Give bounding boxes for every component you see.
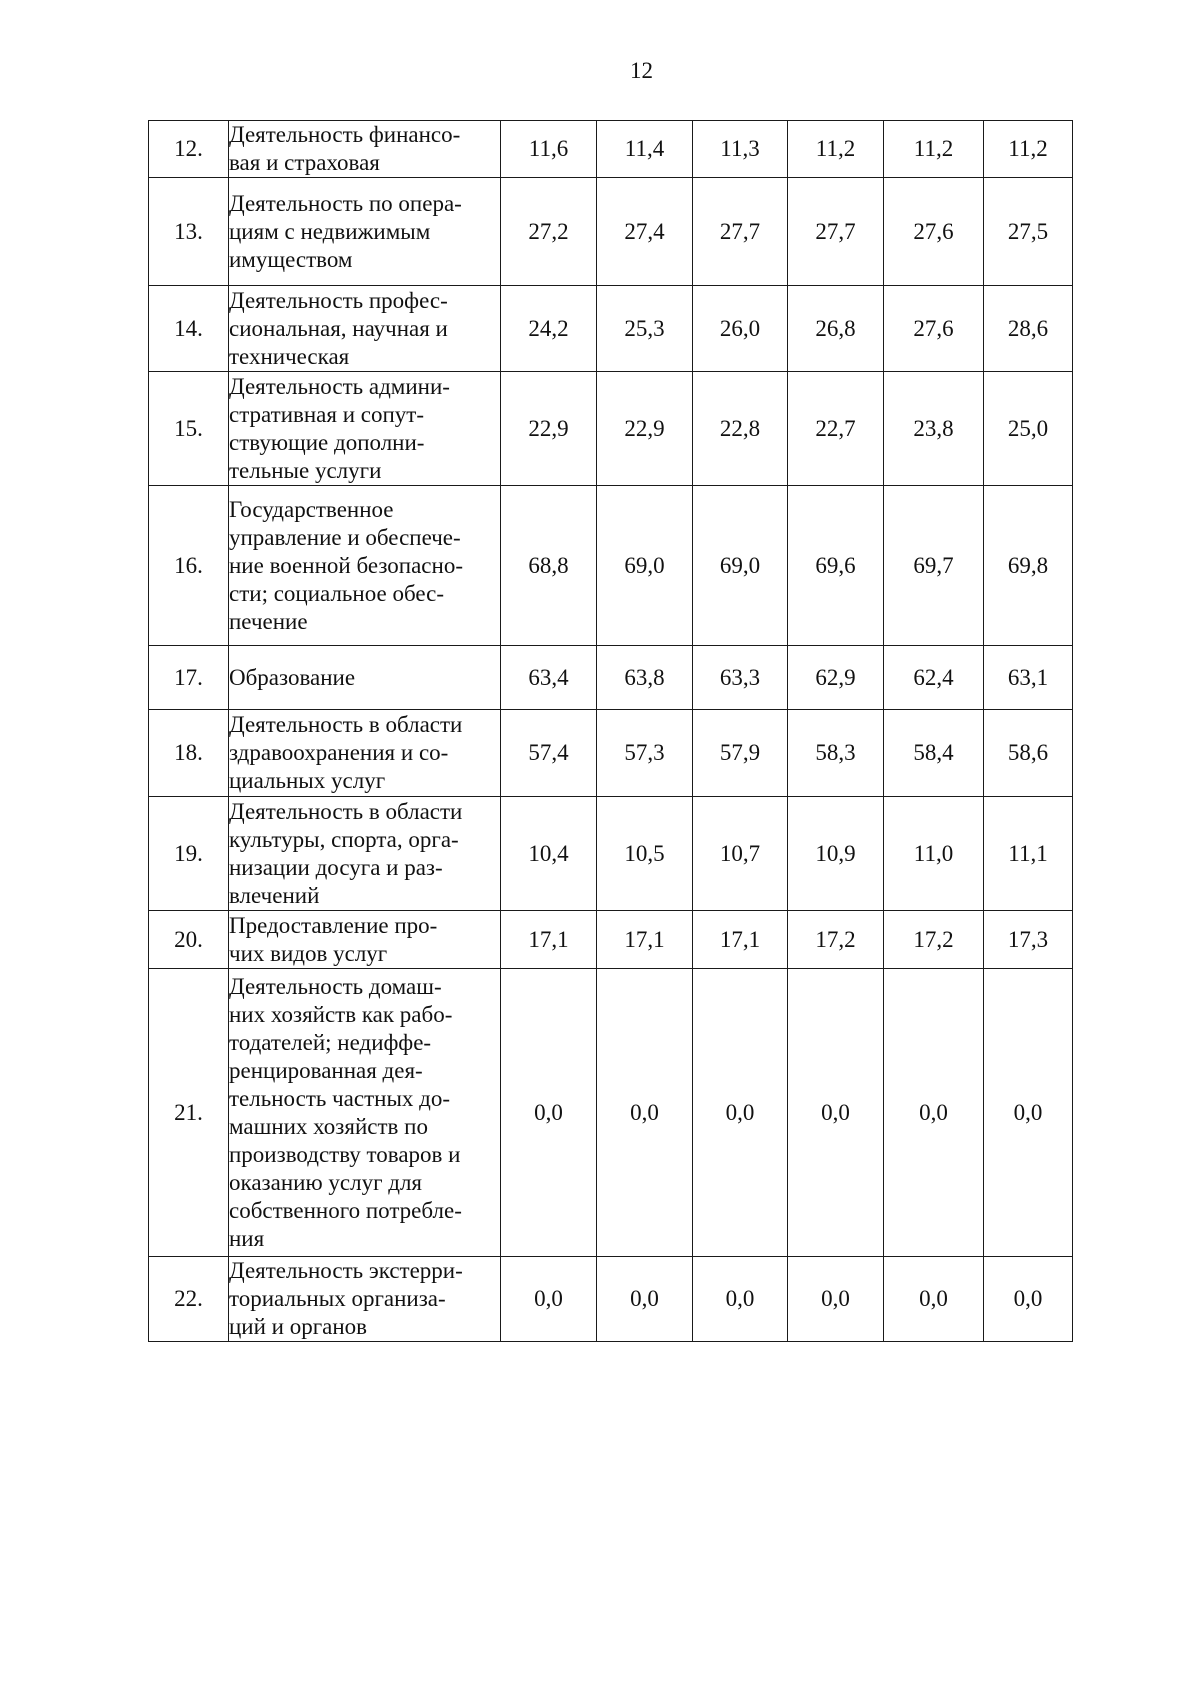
activity-name-line: управление и обеспече- xyxy=(229,524,461,550)
value-cell: 68,8 xyxy=(501,486,597,646)
activity-name-line: Предоставление про- xyxy=(229,912,438,938)
table-row xyxy=(149,969,1073,1257)
table-row xyxy=(149,486,1073,646)
value-cell: 0,0 xyxy=(788,1257,884,1342)
value-cell: 0,0 xyxy=(501,969,597,1257)
activity-name-line: тельность частных до- xyxy=(229,1085,451,1111)
value-cell: 11,3 xyxy=(693,121,788,178)
table-row xyxy=(149,1257,1073,1342)
activity-name-line: Деятельность в области xyxy=(229,712,463,737)
activity-name-line: Деятельность экстерри- xyxy=(229,1258,463,1283)
row-number: 15. xyxy=(149,372,229,486)
table-row xyxy=(149,286,1073,372)
value-cell: 27,6 xyxy=(884,286,984,372)
activity-name-line: циям с недвижимым xyxy=(229,218,431,244)
activity-name-line: культуры, спорта, орга- xyxy=(229,826,459,852)
page-number: 12 xyxy=(630,58,653,83)
value-cell: 22,9 xyxy=(597,372,693,486)
table-row xyxy=(149,178,1073,286)
value-cell: 17,1 xyxy=(597,911,693,969)
row-number: 22. xyxy=(149,1257,229,1342)
activity-name-line: производству товаров и xyxy=(229,1141,461,1167)
activity-name-line: вая и страховая xyxy=(229,150,380,175)
value-cell: 17,2 xyxy=(884,911,984,969)
value-cell: 0,0 xyxy=(693,969,788,1257)
value-cell: 11,4 xyxy=(597,121,693,178)
table-row xyxy=(149,797,1073,911)
row-number: 16. xyxy=(149,486,229,646)
row-number: 14. xyxy=(149,286,229,372)
value-cell: 22,7 xyxy=(788,372,884,486)
activity-name-line: чих видов услуг xyxy=(229,940,388,966)
activity-name xyxy=(229,1257,501,1342)
value-cell: 22,9 xyxy=(501,372,597,486)
value-cell: 0,0 xyxy=(597,969,693,1257)
table-row xyxy=(149,121,1073,178)
value-cell: 0,0 xyxy=(501,1257,597,1342)
row-number: 13. xyxy=(149,178,229,286)
value-cell: 0,0 xyxy=(597,1257,693,1342)
value-cell: 17,1 xyxy=(693,911,788,969)
value-cell: 11,6 xyxy=(501,121,597,178)
activity-name-line: сти; социальное обес- xyxy=(229,580,445,606)
activity-name-line: здравоохранения и со- xyxy=(229,740,449,765)
table-row xyxy=(149,911,1073,969)
value-cell: 58,6 xyxy=(984,710,1073,797)
value-cell: 69,8 xyxy=(984,486,1073,646)
value-cell: 10,7 xyxy=(693,797,788,911)
value-cell: 69,6 xyxy=(788,486,884,646)
row-number: 12. xyxy=(149,121,229,178)
activity-name-line: Образование xyxy=(229,664,356,690)
value-cell: 27,5 xyxy=(984,178,1073,286)
activity-name-line: машних хозяйств по xyxy=(229,1113,428,1139)
activity-name-line: Деятельность в области xyxy=(229,798,463,824)
activity-name-line: ций и органов xyxy=(229,1314,368,1339)
activity-name-line: ния xyxy=(229,1225,265,1251)
value-cell: 22,8 xyxy=(693,372,788,486)
value-cell: 17,2 xyxy=(788,911,884,969)
activity-name-line: ствующие дополни- xyxy=(229,429,425,455)
activity-name xyxy=(229,372,501,486)
row-number: 18. xyxy=(149,710,229,797)
value-cell: 58,4 xyxy=(884,710,984,797)
statistics-table xyxy=(148,120,1073,1342)
activity-name-line: влечений xyxy=(229,882,320,908)
value-cell: 11,2 xyxy=(884,121,984,178)
value-cell: 63,4 xyxy=(501,646,597,710)
table-row xyxy=(149,372,1073,486)
row-number: 17. xyxy=(149,646,229,710)
row-number: 19. xyxy=(149,797,229,911)
value-cell: 69,0 xyxy=(693,486,788,646)
value-cell: 17,3 xyxy=(984,911,1073,969)
activity-name xyxy=(229,286,501,372)
activity-name-line: стративная и сопут- xyxy=(229,401,425,427)
value-cell: 28,6 xyxy=(984,286,1073,372)
activity-name-line: низации досуга и раз- xyxy=(229,854,443,880)
value-cell: 63,1 xyxy=(984,646,1073,710)
activity-name-line: Деятельность профес- xyxy=(229,287,448,313)
value-cell: 27,7 xyxy=(788,178,884,286)
activity-name-line: сиональная, научная и xyxy=(229,315,448,341)
activity-name-line: Деятельность домаш- xyxy=(229,973,442,999)
value-cell: 17,1 xyxy=(501,911,597,969)
value-cell: 57,4 xyxy=(501,710,597,797)
value-cell: 0,0 xyxy=(884,1257,984,1342)
value-cell: 10,9 xyxy=(788,797,884,911)
value-cell: 27,6 xyxy=(884,178,984,286)
activity-name-line: техническая xyxy=(229,343,350,369)
activity-name-line: циальных услуг xyxy=(229,768,386,793)
value-cell: 0,0 xyxy=(984,1257,1073,1342)
value-cell: 69,0 xyxy=(597,486,693,646)
value-cell: 27,2 xyxy=(501,178,597,286)
activity-name xyxy=(229,178,501,286)
activity-name-line: Государственное xyxy=(229,496,394,522)
value-cell: 57,9 xyxy=(693,710,788,797)
activity-name xyxy=(229,121,501,178)
value-cell: 25,3 xyxy=(597,286,693,372)
activity-name-line: ние военной безопасно- xyxy=(229,552,463,578)
value-cell: 11,1 xyxy=(984,797,1073,911)
value-cell: 0,0 xyxy=(884,969,984,1257)
value-cell: 0,0 xyxy=(693,1257,788,1342)
value-cell: 69,7 xyxy=(884,486,984,646)
activity-name-line: печение xyxy=(229,608,308,634)
activity-name-line: имуществом xyxy=(229,246,353,272)
value-cell: 0,0 xyxy=(788,969,884,1257)
table-body xyxy=(149,121,1073,1342)
activity-name-line: тельные услуги xyxy=(229,457,382,483)
value-cell: 25,0 xyxy=(984,372,1073,486)
value-cell: 10,5 xyxy=(597,797,693,911)
activity-name xyxy=(229,797,501,911)
table-row xyxy=(149,710,1073,797)
value-cell: 11,2 xyxy=(984,121,1073,178)
value-cell: 0,0 xyxy=(984,969,1073,1257)
value-cell: 26,0 xyxy=(693,286,788,372)
activity-name xyxy=(229,710,501,797)
value-cell: 24,2 xyxy=(501,286,597,372)
value-cell: 57,3 xyxy=(597,710,693,797)
activity-name-line: Деятельность финансо- xyxy=(229,122,461,147)
activity-name xyxy=(229,486,501,646)
activity-name-line: ренцированная дея- xyxy=(229,1057,423,1083)
value-cell: 10,4 xyxy=(501,797,597,911)
value-cell: 11,2 xyxy=(788,121,884,178)
table-row xyxy=(149,646,1073,710)
value-cell: 63,3 xyxy=(693,646,788,710)
value-cell: 62,9 xyxy=(788,646,884,710)
row-number: 20. xyxy=(149,911,229,969)
value-cell: 11,0 xyxy=(884,797,984,911)
value-cell: 62,4 xyxy=(884,646,984,710)
activity-name-line: тодателей; недиффе- xyxy=(229,1029,432,1055)
value-cell: 27,7 xyxy=(693,178,788,286)
value-cell: 23,8 xyxy=(884,372,984,486)
activity-name-line: Деятельность админи- xyxy=(229,373,450,399)
row-number: 21. xyxy=(149,969,229,1257)
value-cell: 26,8 xyxy=(788,286,884,372)
activity-name-line: Деятельность по опера- xyxy=(229,190,462,216)
value-cell: 27,4 xyxy=(597,178,693,286)
activity-name-line: них хозяйств как рабо- xyxy=(229,1001,453,1027)
activity-name xyxy=(229,911,501,969)
value-cell: 58,3 xyxy=(788,710,884,797)
value-cell: 63,8 xyxy=(597,646,693,710)
activity-name xyxy=(229,646,501,710)
activity-name-line: оказанию услуг для xyxy=(229,1169,423,1195)
activity-name-line: собственного потребле- xyxy=(229,1197,462,1223)
activity-name xyxy=(229,969,501,1257)
activity-name-line: ториальных организа- xyxy=(229,1286,446,1311)
